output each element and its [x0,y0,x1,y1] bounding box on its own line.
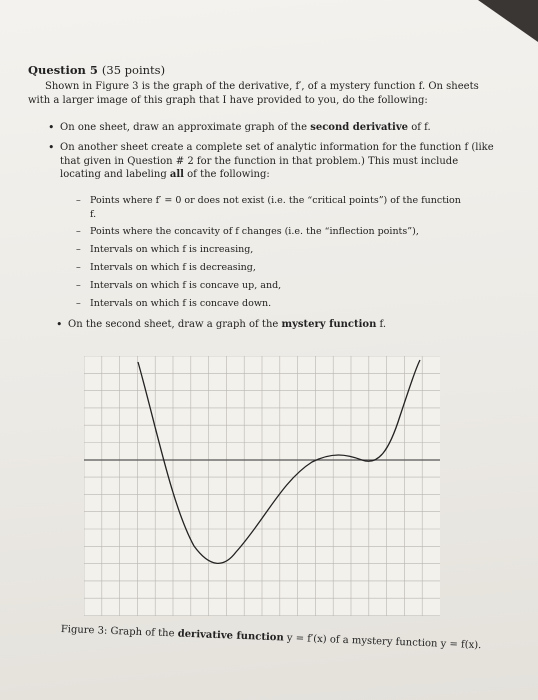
sub-item-text: Intervals on which f is decreasing, [90,262,256,273]
bullet-bold-text: mystery function [281,319,377,330]
bullet-text: On the second sheet, draw a graph of the [68,319,282,330]
bullet-line-1: On another sheet create a complete set of analytic information for the function f (like [60,142,494,153]
bullet-dot: • [48,141,55,154]
caption-text-end: y = f′(x) of a mystery function y = f(x). [283,632,482,652]
sub-item-decreasing: – Intervals on which f is decreasing, [76,262,256,273]
page-corner [478,0,538,42]
sub-item-text: Intervals on which f is concave down. [90,298,272,309]
bullet-line-3-post: of the following: [183,169,270,180]
sub-item-text: Intervals on which f is increasing, [90,244,254,255]
sub-item-critical-points-cont [90,208,96,221]
bullet-text: On one sheet, draw an approximate graph of the [60,122,311,133]
sub-item-concave-down: – Intervals on which f is concave down. [76,298,272,309]
caption-text: Figure 3: Graph of the [60,624,178,640]
bullet-second-derivative [48,121,431,135]
sub-item-text: f. [90,209,97,220]
bullet-line-3-pre: locating and labeling [60,169,170,180]
intro-line-1: Shown in Figure 3 is the graph of the derivative, f′, of a mystery function f. On sheets [45,81,479,92]
sub-item-concave-up: – Intervals on which f is concave up, and, [76,280,282,291]
sub-item-critical-points: – Points where f′ = 0 or does not exist (i.e. the “critical points”) of the function [76,195,461,206]
question-points: (35 points) [101,63,166,77]
question-heading [28,63,165,77]
bullet-line-3 [60,168,494,182]
bullet-line-2: that given in Question # 2 for the function in that problem.) This must include [60,155,459,167]
bullet-analytic-info [48,141,494,182]
intro-line-2: with a larger image of this graph that I have provided to you, do the following: [28,95,428,106]
bullet-text-end: f. [376,319,387,330]
bullet-dot: • [48,121,55,134]
bullet-line-3-bold: all [169,169,184,180]
bullet-bold-text: second derivative [310,122,409,133]
sub-item-text: Points where the concavity of f changes (i.e. the “inflection points”), [90,226,419,237]
bullet-dot: • [56,318,63,331]
sub-item-inflection-points: – Points where the concavity of f changes (i.e. the “inflection points”), [76,226,419,237]
question-intro [28,80,488,108]
bullet-mystery-function [56,318,387,332]
question-title: Question 5 [28,63,98,77]
graph-grid [84,356,440,616]
figure-caption [61,624,482,651]
sub-item-increasing: – Intervals on which f is increasing, [76,244,254,255]
bullet-text-end: of f. [408,122,431,133]
derivative-graph [84,356,440,616]
caption-bold-text: derivative function [177,628,284,644]
sub-item-text: Intervals on which f is concave up, and, [90,280,282,291]
sub-item-text: Points where f′ = 0 or does not exist (i.e. the “critical points”) of the function [90,195,461,206]
